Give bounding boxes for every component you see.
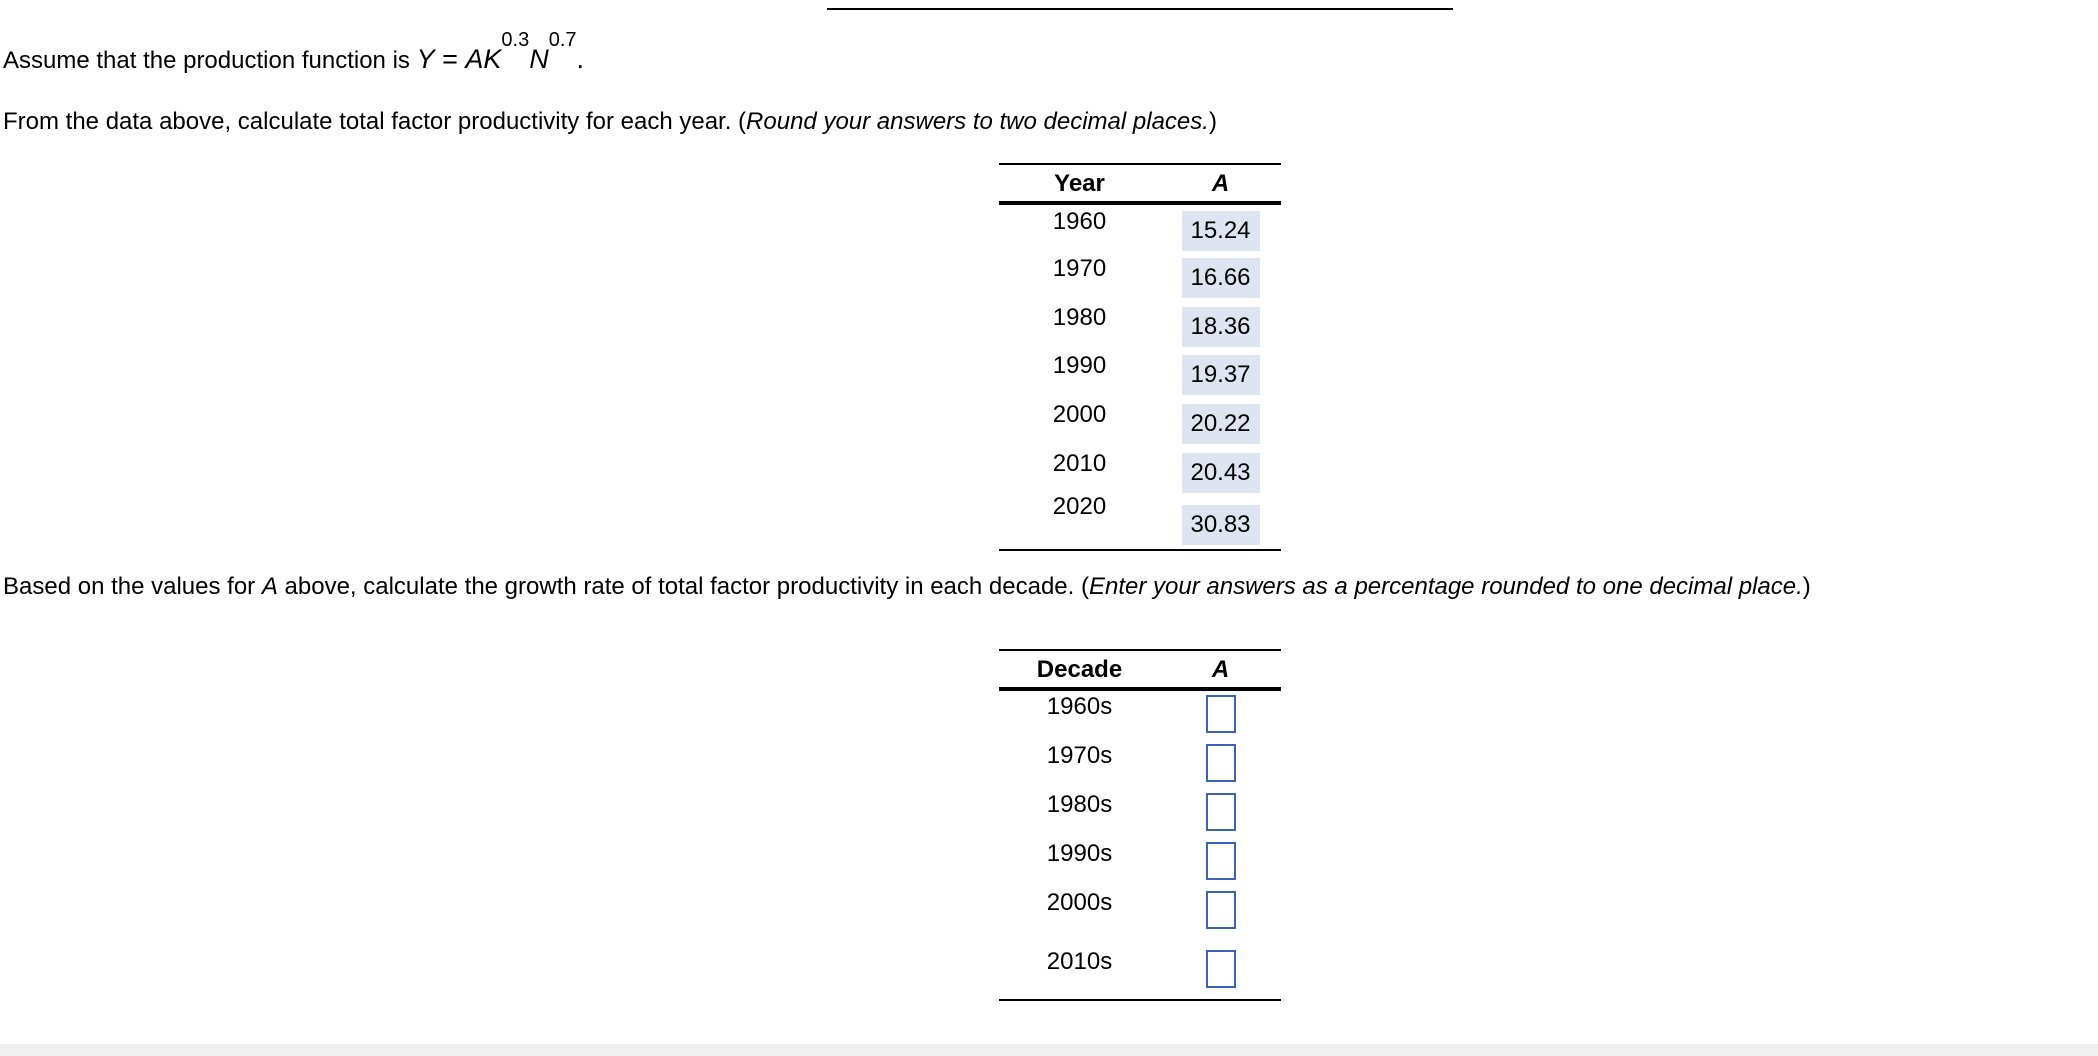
- formula-n-exponent: 0.7: [548, 29, 577, 51]
- tfp-answer: 20.22: [1182, 404, 1260, 444]
- year-cell: 1980: [1052, 304, 1107, 331]
- formula-k-exponent: 0.3: [501, 29, 530, 51]
- table-row: [999, 447, 1281, 493]
- formula-period: .: [576, 44, 585, 74]
- formula-a: A: [465, 44, 484, 74]
- intro-line: [3, 29, 585, 76]
- table-row: [999, 349, 1281, 398]
- decade-cell: 1990s: [1046, 840, 1113, 867]
- question2-middle: above, calculate the growth rate of total factor productivity in each decade. (: [277, 573, 1089, 600]
- growth-rate-input[interactable]: [1206, 793, 1236, 831]
- tfp-answer: 15.24: [1182, 211, 1260, 251]
- decade-cell: 1960s: [1046, 693, 1113, 720]
- year-cell: 1990: [1052, 352, 1107, 379]
- year-cell: 2000: [1052, 401, 1107, 428]
- decade-cell: 1980s: [1046, 791, 1113, 818]
- formula-n: N: [529, 44, 549, 74]
- tfp-answer: 20.43: [1182, 453, 1260, 493]
- tfp-answer: 18.36: [1182, 307, 1260, 347]
- intro-prefix: Assume that the production function is: [3, 47, 417, 74]
- tfp-table: [999, 163, 1281, 551]
- table-row: [999, 838, 1281, 887]
- table-row: [999, 398, 1281, 447]
- production-function-formula: [416, 29, 585, 74]
- table-row: [999, 301, 1281, 349]
- decade-cell: 2010s: [999, 948, 1160, 1000]
- a-header: A: [1160, 164, 1281, 203]
- a-header: A: [1160, 650, 1281, 689]
- question1-text: [3, 107, 1217, 137]
- table-row: [999, 252, 1281, 301]
- growth-rate-input[interactable]: [1206, 695, 1236, 733]
- formula-k: K: [483, 44, 502, 74]
- year-cell: 2020: [999, 493, 1160, 550]
- year-cell: 1970: [1052, 255, 1107, 282]
- year-header: Year: [999, 164, 1160, 203]
- question2-end: ): [1802, 573, 1811, 600]
- decade-cell: 1970s: [1046, 742, 1113, 769]
- tfp-answer: 30.83: [1182, 505, 1260, 545]
- question2-start: Based on the values for: [3, 573, 262, 600]
- question2-variable-a: A: [261, 573, 278, 600]
- question2-text: [3, 572, 1811, 602]
- top-divider: [827, 8, 1453, 10]
- formula-equals: =: [434, 44, 466, 74]
- growth-rate-input[interactable]: [1206, 842, 1236, 880]
- question1-start: From the data above, calculate total factor productivity for each year. (: [3, 108, 747, 135]
- table-row: [999, 948, 1281, 1000]
- year-cell: 1960: [1052, 208, 1107, 235]
- decade-cell: 2000s: [1046, 889, 1113, 916]
- decade-header: Decade: [999, 650, 1160, 689]
- table-row: [999, 789, 1281, 838]
- table-row: [999, 203, 1281, 252]
- footer-bar: [0, 1044, 2098, 1056]
- growth-rate-table: [999, 649, 1281, 1001]
- question1-instruction: Round your answers to two decimal places.: [746, 108, 1209, 135]
- table-row: [999, 493, 1281, 550]
- table-row: [999, 689, 1281, 740]
- table-row: [999, 740, 1281, 789]
- tfp-answer: 16.66: [1182, 258, 1260, 298]
- growth-rate-input[interactable]: [1206, 891, 1236, 929]
- growth-rate-input[interactable]: [1206, 950, 1236, 988]
- year-cell: 2010: [1052, 450, 1107, 477]
- tfp-answer: 19.37: [1182, 355, 1260, 395]
- table-row: [999, 887, 1281, 948]
- growth-rate-input[interactable]: [1206, 744, 1236, 782]
- question2-instruction: Enter your answers as a percentage rounded to one decimal place.: [1088, 573, 1803, 600]
- question1-end: ): [1208, 108, 1217, 135]
- formula-y: Y: [416, 44, 435, 74]
